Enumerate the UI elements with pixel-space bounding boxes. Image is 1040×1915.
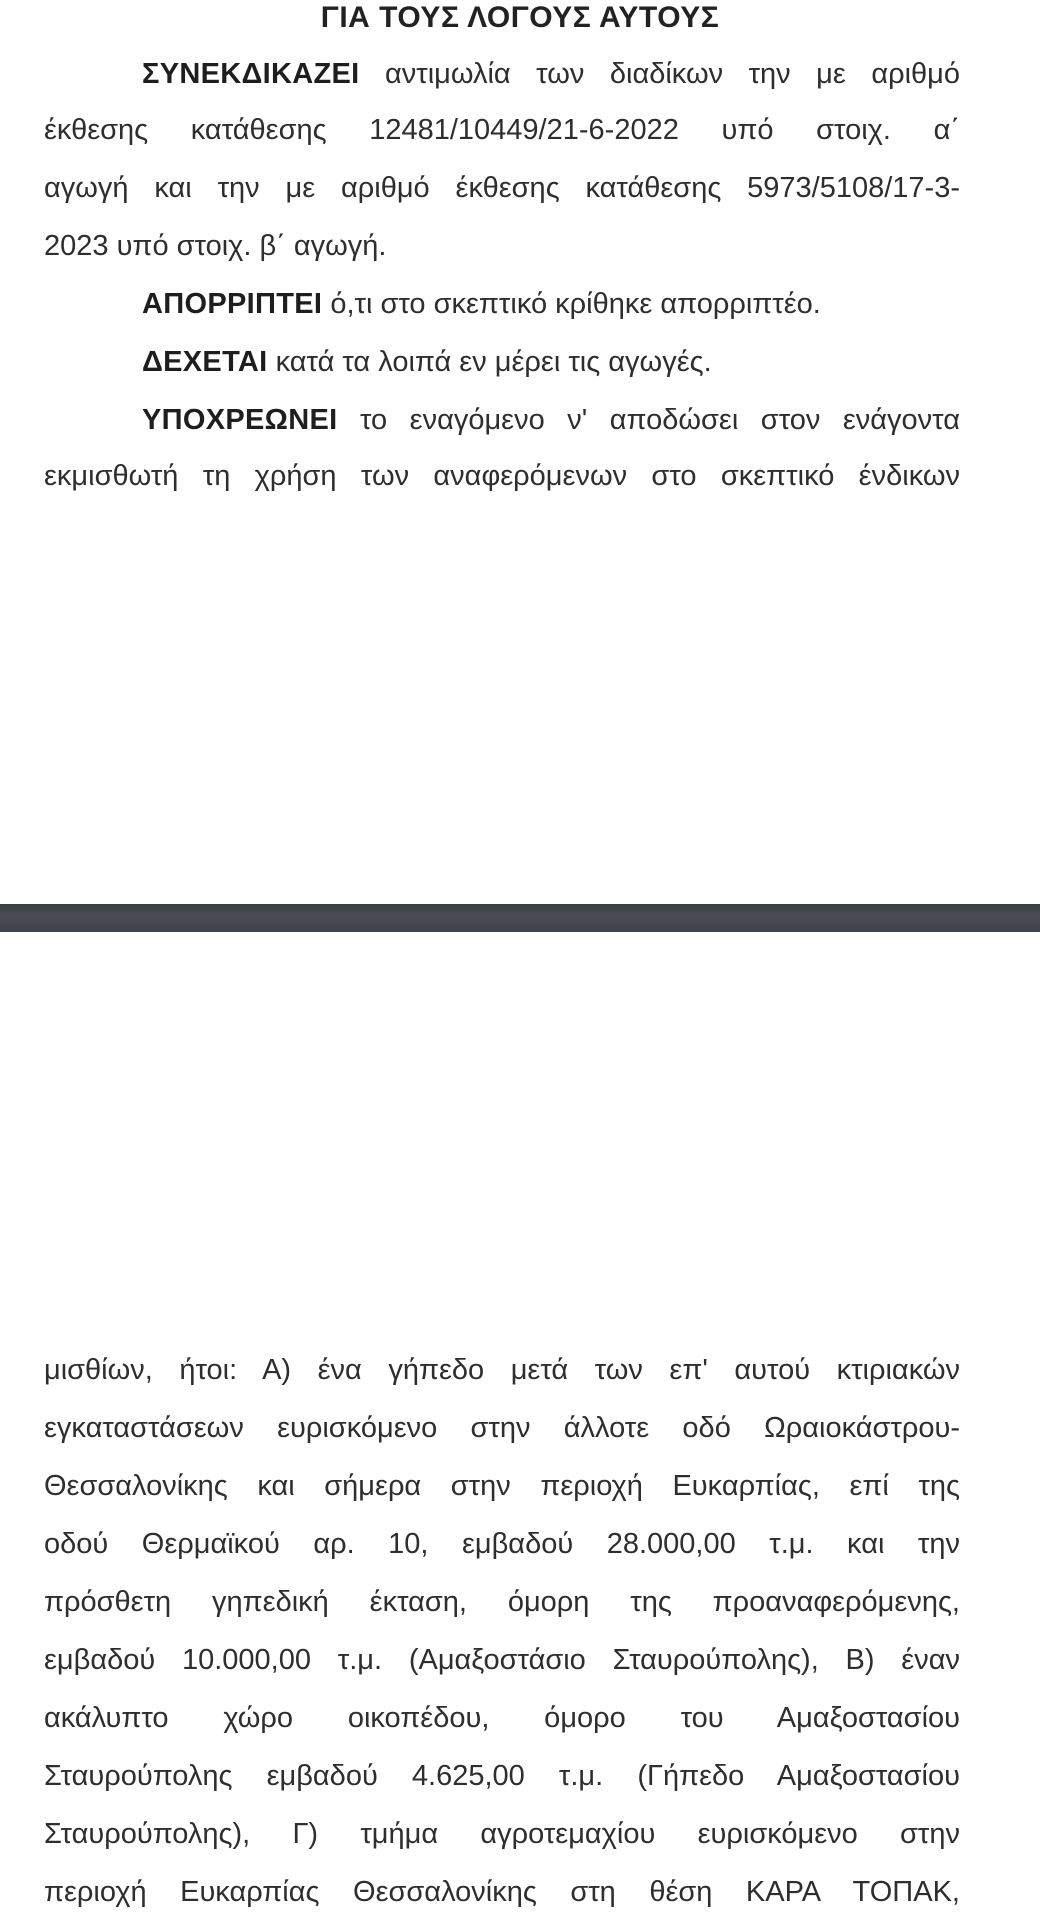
paragraph-line: ακάλυπτο χώρο οικοπέδου, όμορο του Αμαξοστασίου	[44, 1702, 960, 1734]
paragraph-line: έκθεσης κατάθεσης 12481/10449/21-6-2022 υπό στοιχ. α΄	[44, 114, 960, 146]
document-page-lower	[0, 932, 1040, 1915]
keyword: ΔΕΧΕΤΑΙ	[142, 346, 268, 378]
keyword: ΑΠΟΡΡΙΠΤΕΙ	[142, 288, 323, 320]
keyword: ΣΥΝΕΚΔΙΚΑΖΕΙ	[142, 58, 360, 90]
paragraph-line: Θεσσαλονίκης και σήμερα στην περιοχή Ευκαρπίας, επί της	[44, 1470, 960, 1502]
page-separator-bar	[0, 904, 1040, 932]
paragraph-line: πρόσθετη γηπεδική έκταση, όμορη της προαναφερόμενης,	[44, 1586, 960, 1618]
document-page-upper	[0, 0, 1040, 904]
paragraph-line: περιοχή Ευκαρπίας Θεσσαλονίκης στη θέση ΚΑΡΑ ΤΟΠΑΚ,	[44, 1876, 960, 1908]
paragraph-line: ΑΠΟΡΡΙΠΤΕΙ ό,τι στο σκεπτικό κρίθηκε απορριπτέο.	[142, 288, 821, 320]
keyword: ΥΠΟΧΡΕΩΝΕΙ	[142, 404, 338, 436]
paragraph-line: οδού Θερμαϊκού αρ. 10, εμβαδού 28.000,00 τ.μ. και την	[44, 1528, 960, 1560]
paragraph-line: εγκαταστάσεων ευρισκόμενο στην άλλοτε οδό Ωραιοκάστρου-	[44, 1412, 960, 1444]
paragraph-line: 2023 υπό στοιχ. β΄ αγωγή.	[44, 230, 387, 262]
paragraph-line: εκμισθωτή τη χρήση των αναφερόμενων στο σκεπτικό ένδικων	[44, 460, 960, 492]
paragraph-line: Σταυρούπολης εμβαδού 4.625,00 τ.μ. (Γήπεδο Αμαξοστασίου	[44, 1760, 960, 1792]
paragraph-line: ΥΠΟΧΡΕΩΝΕΙ το εναγόμενο ν' αποδώσει στον ενάγοντα	[142, 404, 960, 436]
paragraph-line: ΔΕΧΕΤΑΙ κατά τα λοιπά εν μέρει τις αγωγές.	[142, 346, 712, 378]
paragraph-line: Σταυρούπολης), Γ) τμήμα αγροτεμαχίου ευρισκόμενο στην	[44, 1818, 960, 1850]
paragraph-line: ΣΥΝΕΚΔΙΚΑΖΕΙ αντιμωλία των διαδίκων την με αριθμό	[142, 58, 961, 90]
paragraph-line: μισθίων, ήτοι: Α) ένα γήπεδο μετά των επ' αυτού κτιριακών	[44, 1354, 960, 1386]
section-heading: ΓΙΑ ΤΟΥΣ ΛΟΓΟΥΣ ΑΥΤΟΥΣ	[320, 1, 720, 34]
paragraph-line: αγωγή και την με αριθμό έκθεσης κατάθεσης 5973/5108/17-3-	[44, 172, 960, 204]
paragraph-line: εμβαδού 10.000,00 τ.μ. (Αμαξοστάσιο Σταυρούπολης), Β) έναν	[44, 1644, 960, 1676]
